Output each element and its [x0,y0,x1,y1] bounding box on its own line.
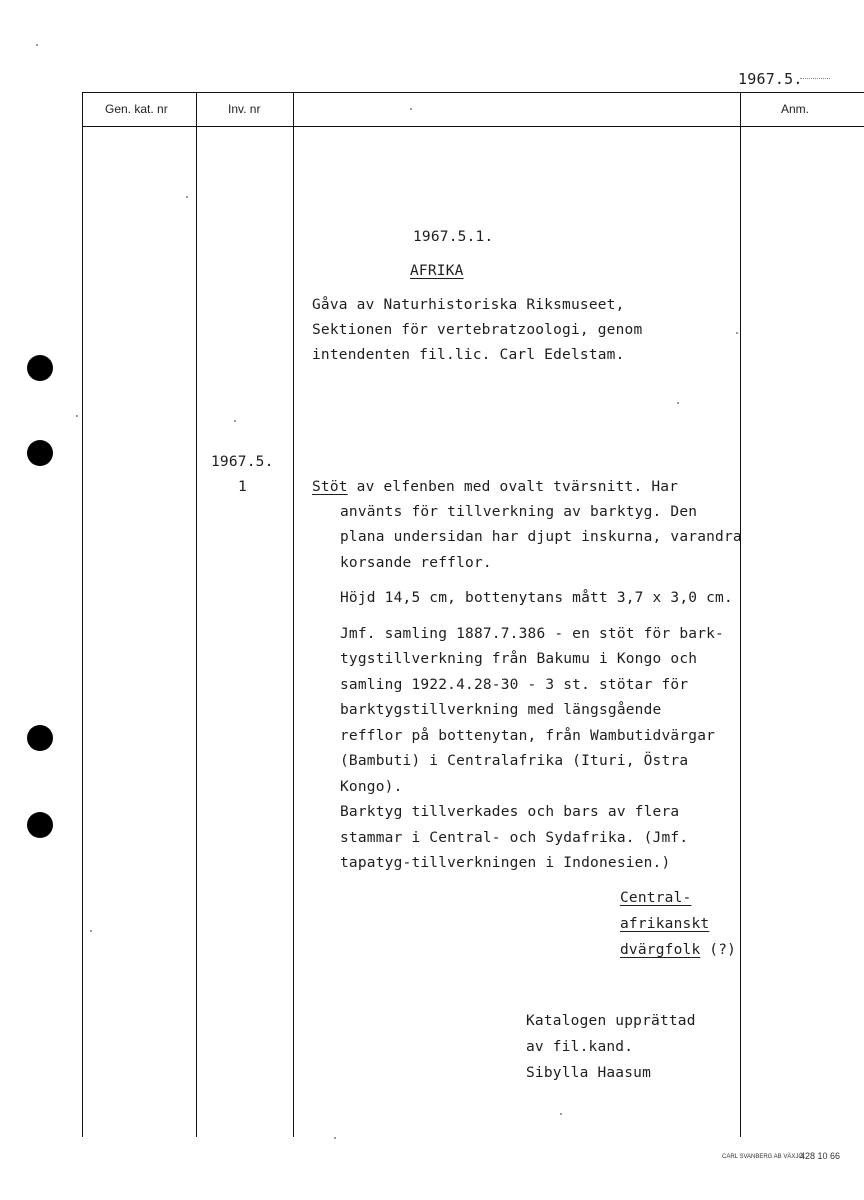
scan-speck [560,1113,562,1115]
punch-hole-3 [27,725,53,751]
item-description-line-1 [312,479,678,495]
reference-line-9: stammar i Central- och Sydafrika. (Jmf. [340,830,689,846]
stamp-trailing-dots [800,78,830,79]
header-anm: Anm. [781,102,810,116]
header-inv-nr: Inv. nr [228,102,261,116]
item-description-line-3: plana undersidan har djupt inskurna, varandra [340,529,742,545]
catalog-line-2: av fil.kand. [526,1039,634,1055]
item-description-line-4: korsande refflor. [340,555,492,571]
scan-speck [36,44,38,46]
reference-line-7: Kongo). [340,779,403,795]
reference-line-3: samling 1922.4.28-30 - 3 st. stötar för [340,677,689,693]
reference-line-5: refflor på bottenytan, från Wambutidvärgar [340,728,716,744]
donor-line-1: Gåva av Naturhistoriska Riksmuseet, [312,297,625,313]
item-description-line-2: använts för tillverkning av barktyg. Den [340,504,698,520]
header-bottom-rule [82,126,864,127]
scan-speck [677,402,679,404]
reference-line-8: Barktyg tillverkades och bars av flera [340,804,680,820]
reference-line-6: (Bambuti) i Centralafrika (Ituri, Östra [340,753,689,769]
scan-speck [234,420,236,422]
column-divider-1 [196,92,197,1137]
people-uncertain-mark: (?) [700,942,737,958]
header-gen-kat-nr: Gen. kat. nr [105,102,168,116]
reference-line-10: tapatyg-tillverkningen i Indonesien.) [340,855,671,871]
collection-number: 1967.5.1. [413,229,494,245]
people-name: dvärgfolk [620,942,701,958]
item-first-rest: av elfenben med ovalt tvärsnitt. Har [347,479,679,495]
region-heading: AFRIKA [410,263,464,279]
scan-speck [410,108,412,110]
column-divider-3 [740,92,741,1137]
people-line-2: afrikanskt [620,916,710,932]
punch-hole-2 [27,440,53,466]
punch-hole-4 [27,812,53,838]
scan-speck [334,1137,336,1139]
measurement-line: Höjd 14,5 cm, bottenytans mått 3,7 x 3,0 cm. [340,590,733,606]
catalog-line-3: Sibylla Haasum [526,1065,652,1081]
form-code: 428 10 66 [800,1151,841,1161]
header-top-rule [82,92,864,93]
printer-imprint: CARL SVANBERG AB VÄXJÖ [722,1154,804,1160]
donor-line-3: intendenten fil.lic. Carl Edelstam. [312,347,625,363]
people-line-1: Central- [620,890,692,906]
reference-line-1: Jmf. samling 1887.7.386 - en stöt för bark- [340,626,724,642]
inv-number-line-1: 1967.5. [211,454,274,470]
page-number-stamp: 1967.5. [738,70,803,88]
column-divider-2 [293,92,294,1137]
reference-line-4: barktygstillverkning med längsgående [340,702,662,718]
catalog-line-1: Katalogen upprättad [526,1013,696,1029]
scan-speck [186,196,188,198]
table-left-border [82,92,83,1137]
scan-speck [736,332,738,334]
scan-speck [76,415,78,417]
item-first-word: Stöt [312,479,348,495]
people-line-3 [620,942,736,958]
inv-number-line-2: 1 [238,479,247,495]
punch-hole-1 [27,355,53,381]
reference-line-2: tygstillverkning från Bakumu i Kongo och [340,651,698,667]
donor-line-2: Sektionen för vertebratzoologi, genom [312,322,643,338]
scan-speck [90,930,92,932]
